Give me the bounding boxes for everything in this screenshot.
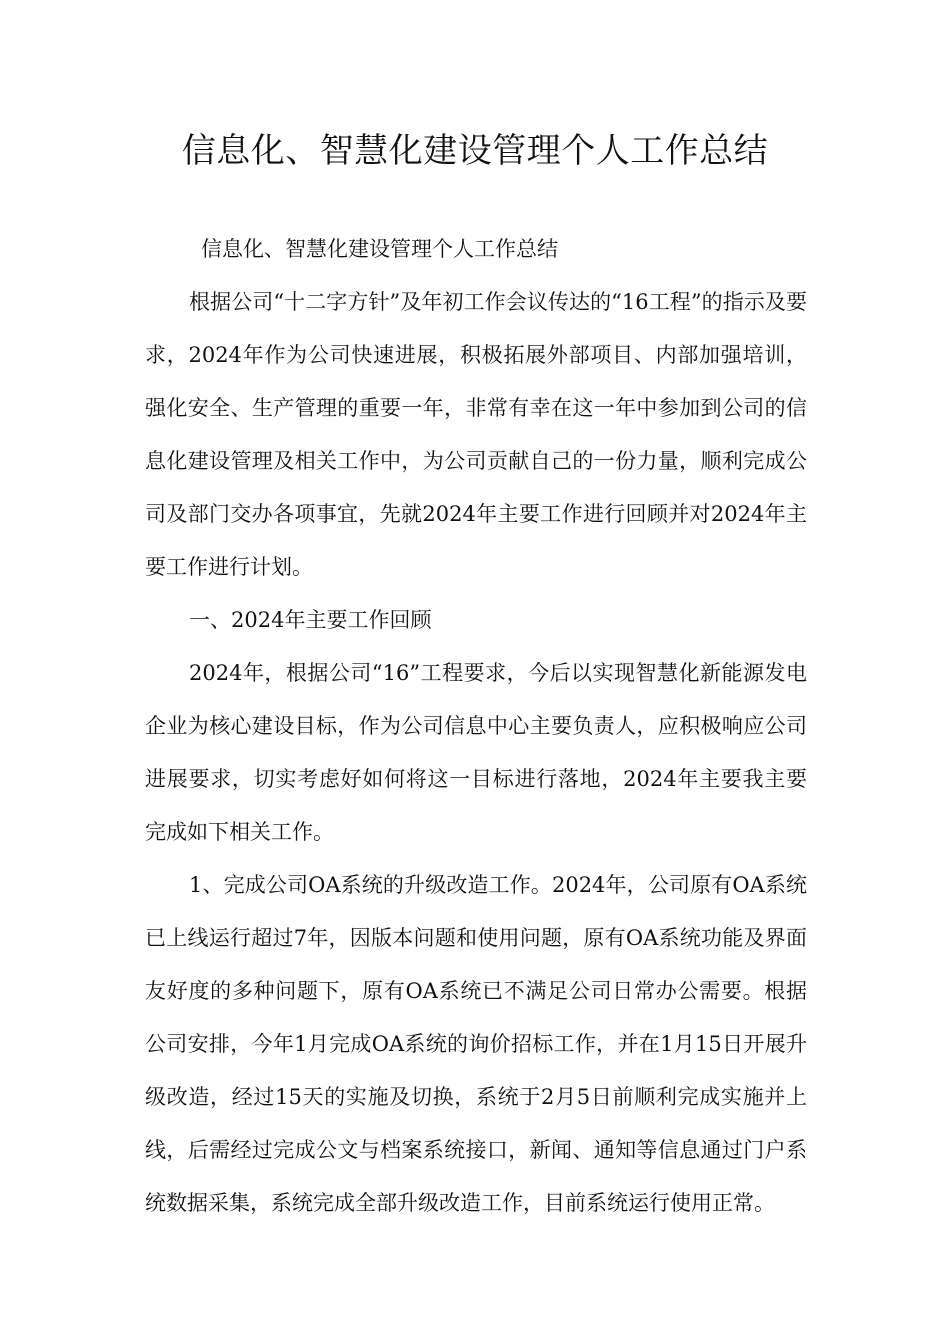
subtitle-paragraph: 信息化、智慧化建设管理个人工作总结 [201, 237, 558, 261]
review-paragraph: 2024年，根据公司“16”工程要求，今后以实现智慧化新能源发电企业为核心建设目标，作为公司信息中心主要负责人，应积极响应公司进展要求，切实考虑好如何将这一目标进行落地，2024年主要我主要完成如下相关工作。 [145, 661, 807, 844]
section-heading: 一、2024年主要工作回顾 [189, 608, 432, 632]
intro-paragraph: 根据公司“十二字方针”及年初工作会议传达的“16工程”的指示及要求，2024年作为公司快速进展，积极拓展外部项目、内部加强培训，强化安全、生产管理的重要一年，非常有幸在这一年中参加到公司的信息化建设管理及相关工作中，为公司贡献自己的一份力量，顺利完成公司及部门交办各项事宜，先就2024年主要工作进行回顾并对2024年主要工作进行计划。 [145, 290, 807, 579]
oa-upgrade-paragraph: 1、完成公司OA系统的升级改造工作。2024年，公司原有OA系统已上线运行超过7年，因版本问题和使用问题，原有OA系统功能及界面友好度的多种问题下，原有OA系统已不满足公司日常办公需要。根据公司安排，今年1月完成OA系统的询价招标工作，并在1月15日开展升级改造，经过15天的实施及切换，系统于2月5日前顺利完成实施并上线，后需经过完成公文与档案系统接口，新闻、通知等信息通过门户系统数据采集，系统完成全部升级改造工作，目前系统运行使用正常。 [145, 873, 807, 1215]
document-body [145, 223, 807, 1230]
document-title: 信息化、智慧化建设管理个人工作总结 [181, 131, 769, 171]
